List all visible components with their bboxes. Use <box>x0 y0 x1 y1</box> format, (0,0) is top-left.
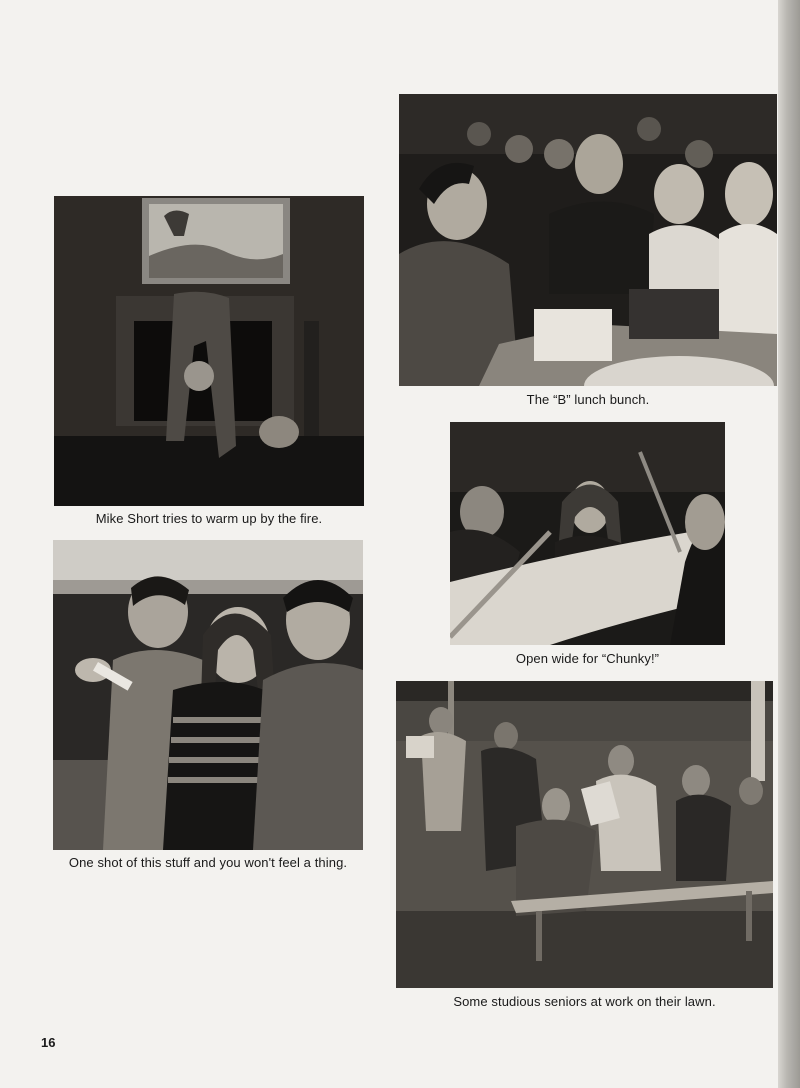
page-edge-shadow <box>778 0 800 1088</box>
page-number: 16 <box>41 1035 56 1050</box>
photo-open-wide <box>450 422 725 645</box>
photo-one-shot <box>53 540 363 850</box>
caption-seniors: Some studious seniors at work on their lawn. <box>453 994 716 1009</box>
photo-lunch-bunch <box>399 94 777 386</box>
photo-seniors-lawn <box>396 681 773 988</box>
caption-chunky: Open wide for “Chunky!” <box>515 651 660 666</box>
caption-one-shot: One shot of this stuff and you won't feel a thing. <box>68 855 348 870</box>
photo-fireplace <box>54 196 364 506</box>
caption-lunch: The “B” lunch bunch. <box>526 392 650 407</box>
caption-fire: Mike Short tries to warm up by the fire. <box>95 511 323 526</box>
